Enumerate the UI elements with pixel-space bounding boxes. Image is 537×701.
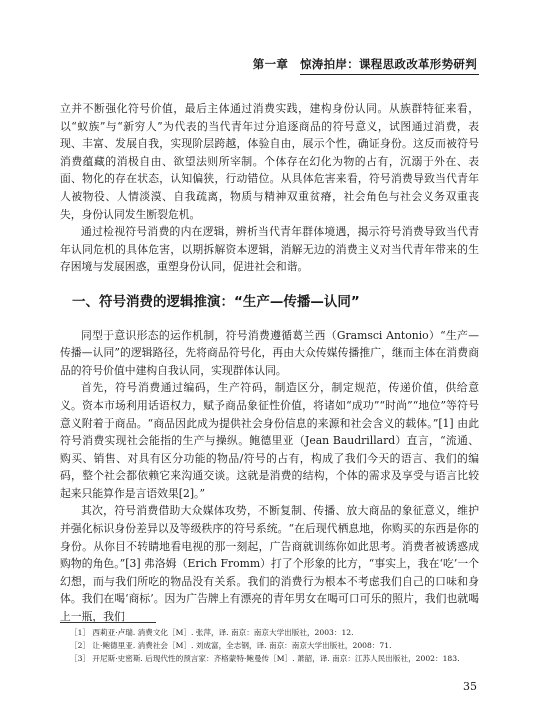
paragraph-section-3: 其次，符号消费借助大众媒体攻势，不断复制、传播、放大商品的象征意义，维护并强化标识身份差异以及等级秩序的符号系统。“在后现代栖息地，你购买的东西是你的身份。从你目不转睛地看电视的那一刻起，广告商就训练你如此思考。消费者被诱惑成购物的角色。”[3] 弗洛姆（Erich Fromm）打了个形象的比方，“事实上，我在‘吃’一个幻想，而与我们所吃的物品没有关系。我们的消费行为根本不考虑我们自己的口味和身体。我们在喝‘商标’。因为广告牌上有漂亮的青年男女在喝可口可乐的照片，我们也就喝上一瓶，我们 bbox=[60, 504, 479, 624]
paragraph-continued: 立并不断强化符号价值，最后主体通过消费实践，建构身份认同。从族群特征来看，以“蚁族”与“新穷人”为代表的当代青年过分追逐商品的符号意义，试图通过消费，表现、丰富、发展自我，实现阶层跨越，体验自由，展示个性，确证身份。这反而被符号消费蕴藏的消极自由、欲望法则所宰制。个体存在幻化为物的占有，沉溺于外在、表面、物化的存在状态，认知偏狭，行动错位。从具体危害来看，符号消费导致当代青年人被物役、人情淡漠、自我疏离，物质与精神双重贫瘠，社会角色与社会义务双重丧失，身份认同发生断裂危机。 bbox=[60, 102, 479, 221]
paragraph-intro: 通过检视符号消费的内在逻辑，辨析当代青年群体境遇，揭示符号消费导致当代青年认同危机的具体危害，以期拆解资本逻辑，消解无边的消费主义对当代青年带来的生存困境与发展困惑，重塑身份认同，促进社会和谐。 bbox=[60, 225, 479, 274]
main-text bbox=[60, 100, 479, 626]
footnotes bbox=[60, 626, 479, 665]
footnote-1: ［1］ 西莉亚·卢瑞. 消费文化［M］. 张萍，译. 南京：南京大学出版社，2003：12. bbox=[70, 628, 354, 637]
running-header: 第一章 惊涛拍岸：课程思政改革形势研判 bbox=[252, 57, 477, 71]
paragraph-section-2: 首先，符号消费通过编码，生产符码，制造区分，制定规范，传递价值，供给意义。资本市场利用话语权力，赋予商品象征性价值，将诸如“成功”“时尚”“地位”等符号意义附着于商品。“商品因此成为提供社会身份信息的来源和社会含义的载体。”[1] 由此符号消费实现社会能指的生产与操纵。鲍德里亚（Jean Baudrillard）直言，“流通、购买、销售、对具有区分功能的物品/符号的占有，构成了我们今天的语言、我们的编码，整个社会都依赖它来沟通交谈。这就是消费的结构，个体的需求及享受与语言比较起来只能算作是言语效果[2]。” bbox=[60, 381, 479, 500]
footnote-rule bbox=[60, 622, 156, 623]
paragraph-section-1: 同型于意识形态的运作机制，符号消费遵循葛兰西（Gramsci Antonio）“生产—传播—认同”的逻辑路径，先将商品符号化，再由大众传媒传播推广，继而主体在消费商品的符号价值中建构自我认同，实现群体认同。 bbox=[60, 328, 479, 377]
header-rule bbox=[300, 74, 479, 75]
page-number: 35 bbox=[463, 680, 477, 693]
footnote-3: ［3］ 开尼斯·史密斯. 后现代性的预言家：齐格蒙特·鲍曼传［M］. 萧韶，译. 南京：江苏人民出版社，2002：183. bbox=[70, 654, 460, 663]
section-heading: 一、符号消费的逻辑推演：“生产—传播—认同” bbox=[72, 293, 360, 310]
footnote-2: ［2］ 让·鲍德里亚. 消费社会［M］. 刘成富，全志钢，译. 南京：南京大学出版社，2008：71. bbox=[70, 641, 392, 650]
